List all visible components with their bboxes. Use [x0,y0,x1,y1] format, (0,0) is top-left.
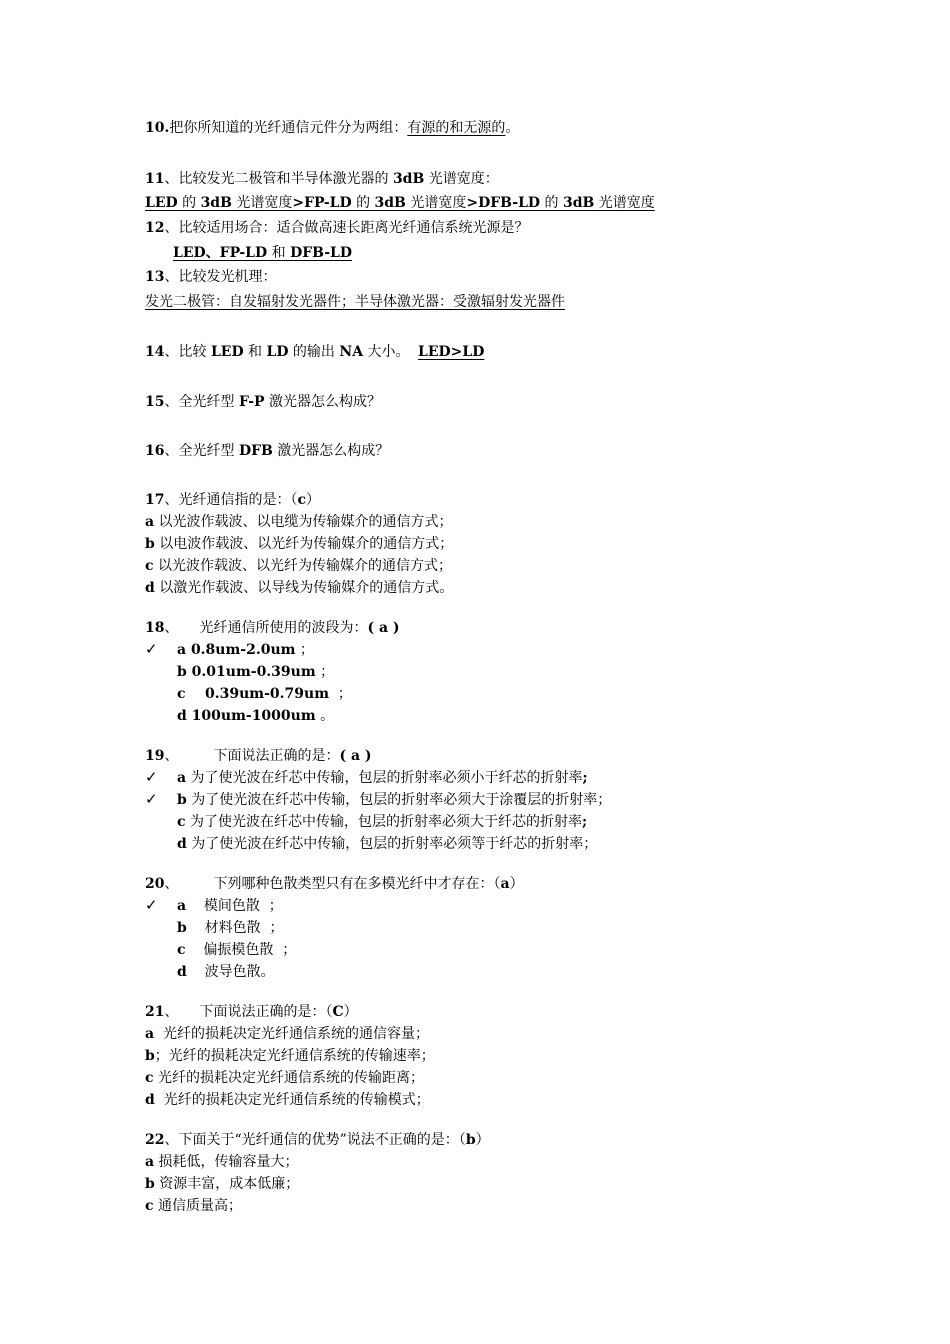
answer-text: LED、FP-LD [173,245,268,261]
option-text: c 0.39um-0.79um [177,686,330,702]
option-22-b [145,1174,299,1194]
option-text: 以激光作载波、以导线为传输媒介的通信方式。 [154,580,454,596]
option-text: 光纤的损耗决定光纤通信系统的传输模式； [154,1092,430,1108]
question-11 [145,169,499,189]
option-21-b [145,1046,435,1066]
option-text: 为了使光波在纤芯中传输，包层的折射率必须大于纤芯的折射率 [185,814,582,830]
answer-letter: b [465,1132,476,1148]
option-text: 为了使光波在纤芯中传输，包层的折射率必须大于涂覆层的折射率； [186,792,612,808]
question-16 [145,441,389,461]
question-term: LD [266,344,289,360]
punct: ； [315,664,335,680]
option-17-a [145,512,453,532]
option-key: a [145,1154,155,1170]
option-text: 为了使光波在纤芯中传输，包层的折射率必须小于纤芯的折射率 [186,770,583,786]
answer-segment: 3dB [200,195,232,211]
option-text: d 100um-1000um [177,708,316,724]
option-key: c [145,1198,154,1214]
punct: ） [509,876,524,892]
question-term: NA [339,344,364,360]
check-mark-icon: ✓ [145,768,158,786]
question-text: 、比较适用场合：适合做高速长距离光纤通信系统光源是？ [164,220,529,236]
question-12 [145,218,528,238]
option-text: 偏振模色散 ； [185,942,297,958]
option-19-a [177,768,588,788]
question-21 [145,1002,358,1022]
option-20-c [177,940,296,960]
question-15 [145,392,381,412]
question-number: 22 [145,1132,165,1148]
option-text: 以光波作载波、以光纤为传输媒介的通信方式； [153,558,452,574]
answer-text: 有源的和无源的 [407,120,506,136]
option-key: b [145,536,155,552]
option-17-c [145,556,452,576]
punct: ） [475,1132,490,1148]
question-text: 、 下列哪种色散类型只有在多模光纤中才存在：（ [164,876,501,892]
question-number: 12 [145,220,165,236]
question-number: 20 [145,876,165,892]
option-19-d [177,834,597,854]
question-text: 激光器怎么构成？ [264,394,382,410]
option-key: b [177,792,187,808]
option-text: 材料色散 ； [186,920,284,936]
question-10 [145,118,519,138]
option-22-a [145,1152,299,1172]
question-term: 3dB [392,171,425,187]
question-text: 、 下面说法正确的是：（ [164,1004,333,1020]
answer-segment: 光谱宽度 [405,195,467,211]
answer-11 [145,193,655,213]
question-number: 15 [145,394,165,410]
option-text: 光纤的损耗决定光纤通信系统的通信容量； [154,1026,429,1042]
option-text: 损耗低，传输容量大； [154,1154,299,1170]
question-19 [145,746,372,766]
question-text: 、比较发光机理： [164,269,277,285]
option-text: 模间色散 ； [186,898,283,914]
question-text: 、 光纤通信所使用的波段为： [164,620,368,636]
option-text: 波导色散。 [186,964,275,980]
option-key: a [177,770,187,786]
question-number: 16 [145,443,165,459]
question-20 [145,874,524,894]
answer-segment: 的 [540,195,563,211]
option-key: b [145,1048,155,1064]
answer-12 [173,243,352,263]
option-18-b [177,662,334,682]
question-text: 、光纤通信指的是：（ [164,492,298,508]
option-key: a [145,1026,155,1042]
answer-letter: c [297,492,307,508]
question-text: 、下面关于“光纤通信的优势”说法不正确的是：（ [164,1132,466,1148]
answer-segment: 光谱宽度 [231,195,293,211]
question-term: F-P [238,394,265,410]
answer-segment: 的 [177,195,201,211]
question-17 [145,490,320,510]
question-text: 、全光纤型 [164,443,239,459]
question-number: 11 [145,171,165,187]
question-number: 18 [145,620,165,636]
option-21-d [145,1090,430,1110]
option-text: 为了使光波在纤芯中传输，包层的折射率必须等于纤芯的折射率； [186,836,598,852]
answer-letter: ( a ) [339,748,372,764]
option-text: 通信质量高； [153,1198,242,1214]
option-key: d [145,1092,155,1108]
punct: ） [343,1004,358,1020]
question-13 [145,267,276,287]
option-key: b [145,1176,155,1192]
answer-letter: ( a ) [367,620,400,636]
option-20-a [177,896,283,916]
option-key: c [177,814,186,830]
question-text: 把你所知道的光纤通信元件分为两组： [169,120,408,136]
question-text: 光谱宽度： [424,171,499,187]
check-mark-icon: ✓ [145,790,158,808]
question-text: 的输出 [288,344,340,360]
question-number: 14 [145,344,165,360]
option-key: d [177,836,187,852]
option-18-d [177,706,334,726]
answer-segment: LED [145,195,178,211]
option-key: c [145,1070,154,1086]
option-text: 以光波作载波、以电缆为传输媒介的通信方式； [154,514,453,530]
option-21-c [145,1068,424,1088]
question-number: 21 [145,1004,165,1020]
option-19-b [177,790,611,810]
option-text: b 0.01um-0.39um [177,664,316,680]
answer-letter: a [500,876,510,892]
option-text: 以电波作载波、以光纤为传输媒介的通信方式； [154,536,454,552]
question-14 [145,342,484,362]
question-term: LED [210,344,244,360]
answer-segment: >DFB-LD [466,195,541,211]
answer-letter: C [332,1004,344,1020]
punct: 。 [505,120,520,136]
punct: ） [306,492,321,508]
punct: 。 [315,708,335,724]
option-18-a [177,640,314,660]
option-key: a [177,898,187,914]
option-21-a [145,1024,429,1044]
answer-text: 和 [267,245,291,261]
punct: ; [582,770,588,786]
question-text: 大小。 [363,344,414,360]
question-18 [145,618,400,638]
question-text: 、 下面说法正确的是： [164,748,340,764]
question-number: 13 [145,269,165,285]
option-text: a 0.8um-2.0um [177,642,296,658]
option-text: 光纤的损耗决定光纤通信系统的传输距离； [153,1070,424,1086]
question-number: 19 [145,748,165,764]
question-term: DFB [238,443,273,459]
question-number: 10. [145,120,170,136]
option-19-c [177,812,587,832]
punct: ； [295,642,314,658]
option-17-b [145,534,453,554]
answer-segment: 光谱宽度 [594,195,655,211]
option-key: b [177,920,187,936]
question-text: 激光器怎么构成？ [272,443,390,459]
option-20-b [177,918,284,938]
answer-segment: 的 [351,195,375,211]
option-22-c [145,1196,242,1216]
option-18-c [177,684,352,704]
option-20-d [177,962,275,982]
answer-segment: 3dB [374,195,406,211]
option-text: ；光纤的损耗决定光纤通信系统的传输速率； [154,1048,435,1064]
check-mark-icon: ✓ [145,640,158,658]
question-text: 、比较发光二极管和半导体激光器的 [164,171,393,187]
punct: ； [329,686,352,702]
option-key: c [145,558,154,574]
question-22 [145,1130,490,1150]
question-text: 和 [243,344,267,360]
option-key: c [177,942,186,958]
question-text: 、全光纤型 [164,394,239,410]
option-text: 资源丰富，成本低廉； [154,1176,300,1192]
answer-text: LED>LD [417,344,485,360]
question-number: 17 [145,492,165,508]
answer-segment: >FP-LD [292,195,352,211]
option-key: d [177,964,187,980]
check-mark-icon: ✓ [145,896,158,914]
answer-13: 发光二极管：自发辐射发光器件；半导体激光器：受激辐射发光器件 [145,294,565,310]
answer-segment: 3dB [562,195,595,211]
answer-text: DFB-LD [290,245,353,261]
option-17-d [145,578,453,598]
question-text: 、比较 [164,344,211,360]
punct: ; [581,814,588,830]
option-key: a [145,514,155,530]
option-key: d [145,580,155,596]
